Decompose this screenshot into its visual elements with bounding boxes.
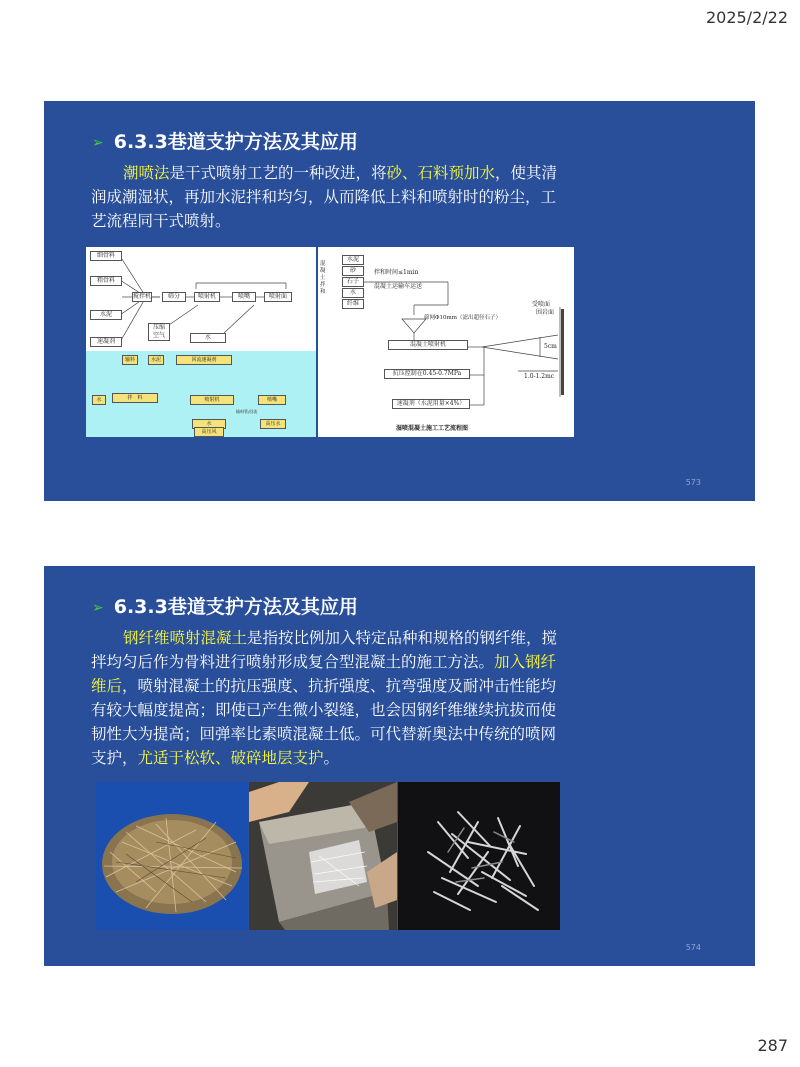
paragraph-text: ，喷射混凝土的抗压强度、抗折强度、抗弯强度及耐冲击性能均有较大幅度提高；即使已产生微小裂缝，也会因钢纤维继续抗拔而使韧性大为提高；回弹率比素喷混凝土低。可代替新奥法中传统的喷网支护， bbox=[91, 677, 557, 767]
loose-steel-fibers-photo bbox=[398, 782, 560, 930]
panel-box: 输料 bbox=[122, 355, 138, 365]
arrow-bullet-icon: ➢ bbox=[92, 600, 104, 616]
dry-spray-process-diagram bbox=[86, 247, 316, 437]
panel-box: 高压风 bbox=[194, 427, 224, 437]
air-box: 压缩 空气 bbox=[148, 323, 170, 341]
input-box: 细骨料 bbox=[90, 251, 122, 261]
flow-box: 筛分 bbox=[162, 292, 186, 302]
flow-box: 喷嘴 bbox=[232, 292, 256, 302]
flow-box: 喷射面 bbox=[264, 292, 292, 302]
distance-label: 1.0-1.2mc bbox=[524, 373, 555, 380]
panel-box: 水 bbox=[192, 419, 226, 429]
paragraph-text: ，使其清润成潮湿状，再加水泥拌和均匀，从而降低上料和喷射时的粉尘，工艺流程同干式喷射。 bbox=[91, 164, 558, 230]
material-box: 砂 bbox=[342, 266, 364, 276]
arrow-bullet-icon: ➢ bbox=[92, 135, 104, 151]
concrete-block-illustration bbox=[249, 782, 397, 930]
side-label: 混凝土拌和 bbox=[320, 261, 326, 295]
highlight-term: 潮喷法 bbox=[123, 164, 170, 182]
panel-box: 喷嘴 bbox=[258, 395, 286, 405]
paragraph-text: 是干式喷射工艺的一种改进，将 bbox=[169, 164, 387, 182]
fiber-pile-illustration bbox=[96, 782, 248, 930]
slide-paragraph bbox=[91, 626, 567, 770]
input-box: 水泥 bbox=[90, 310, 122, 320]
input-box: 粗骨料 bbox=[90, 276, 122, 286]
panel-box: 水泥 bbox=[148, 355, 164, 365]
steel-fiber-pile-photo bbox=[96, 782, 248, 930]
mix-time-label: 拌和时间≤1min bbox=[374, 269, 419, 276]
thickness-label: 5cm bbox=[544, 343, 557, 350]
transport-label: 混凝土运输车运送 bbox=[374, 283, 423, 290]
paragraph-text: 。 bbox=[323, 749, 340, 767]
accelerator-box: 速凝剂（水泥用量×4%） bbox=[392, 399, 470, 409]
panel-box: 喷射机 bbox=[190, 395, 234, 405]
pressure-box: 抗压控制在0.45-0.7MPa bbox=[384, 369, 470, 379]
flow-box: 喷射机 bbox=[194, 292, 220, 302]
slide-573 bbox=[44, 101, 755, 501]
diagram-caption: 湿喷混凝土施工工艺流程图 bbox=[396, 425, 469, 432]
slide-title bbox=[92, 592, 358, 619]
material-box: 石子 bbox=[342, 277, 364, 287]
sieve-label: 筛网Φ10mm（滤出超径石子） bbox=[424, 315, 501, 321]
slide-title-text: 6.3.3巷道支护方法及其应用 bbox=[113, 596, 358, 618]
water-box: 水 bbox=[190, 333, 226, 343]
slide-paragraph bbox=[91, 161, 571, 233]
highlight-term: 钢纤维喷射混凝土 bbox=[123, 629, 248, 647]
panel-box: 回流速凝剂 bbox=[176, 355, 232, 365]
panel-box: 拌 料 bbox=[112, 393, 158, 403]
wet-spray-process-diagram bbox=[318, 247, 574, 437]
loose-fibers-illustration bbox=[398, 782, 560, 930]
panel-box: 水 bbox=[92, 395, 106, 405]
input-box: 速凝剂 bbox=[90, 337, 122, 347]
flow-box: 搅拌机 bbox=[133, 293, 152, 300]
material-box: 纤维 bbox=[342, 299, 364, 309]
highlight-term: 加入钢纤维后 bbox=[91, 653, 557, 695]
slide-number: 574 bbox=[685, 943, 701, 952]
page-date: 2025/2/22 bbox=[705, 8, 788, 27]
panel-note: 输料管/回流 bbox=[236, 409, 258, 414]
highlight-term: 尤适于松软、破碎地层支护 bbox=[137, 749, 324, 767]
panel-box: 高压水 bbox=[260, 419, 286, 429]
slide-574 bbox=[44, 566, 755, 966]
page-number: 287 bbox=[757, 1036, 788, 1055]
machine-box: 混凝土喷射机 bbox=[388, 340, 468, 350]
material-box: 水泥 bbox=[342, 255, 364, 265]
wall-label: 围岩面 bbox=[536, 309, 555, 316]
slide-title bbox=[92, 127, 358, 154]
paragraph-text: 是指按比例加入特定品种和规格的钢纤维，搅拌均匀后作为骨料进行喷射形成复合型混凝土的施工方法。 bbox=[91, 629, 558, 671]
highlight-term: 砂、石料预加水 bbox=[386, 164, 496, 182]
wet-spray-panel bbox=[86, 351, 316, 437]
fiber-concrete-block-photo bbox=[249, 782, 397, 930]
material-box: 水 bbox=[342, 288, 364, 298]
surface-label: 受喷面 bbox=[532, 301, 551, 308]
slide-title-text: 6.3.3巷道支护方法及其应用 bbox=[113, 131, 358, 153]
slide-number: 573 bbox=[685, 478, 701, 487]
